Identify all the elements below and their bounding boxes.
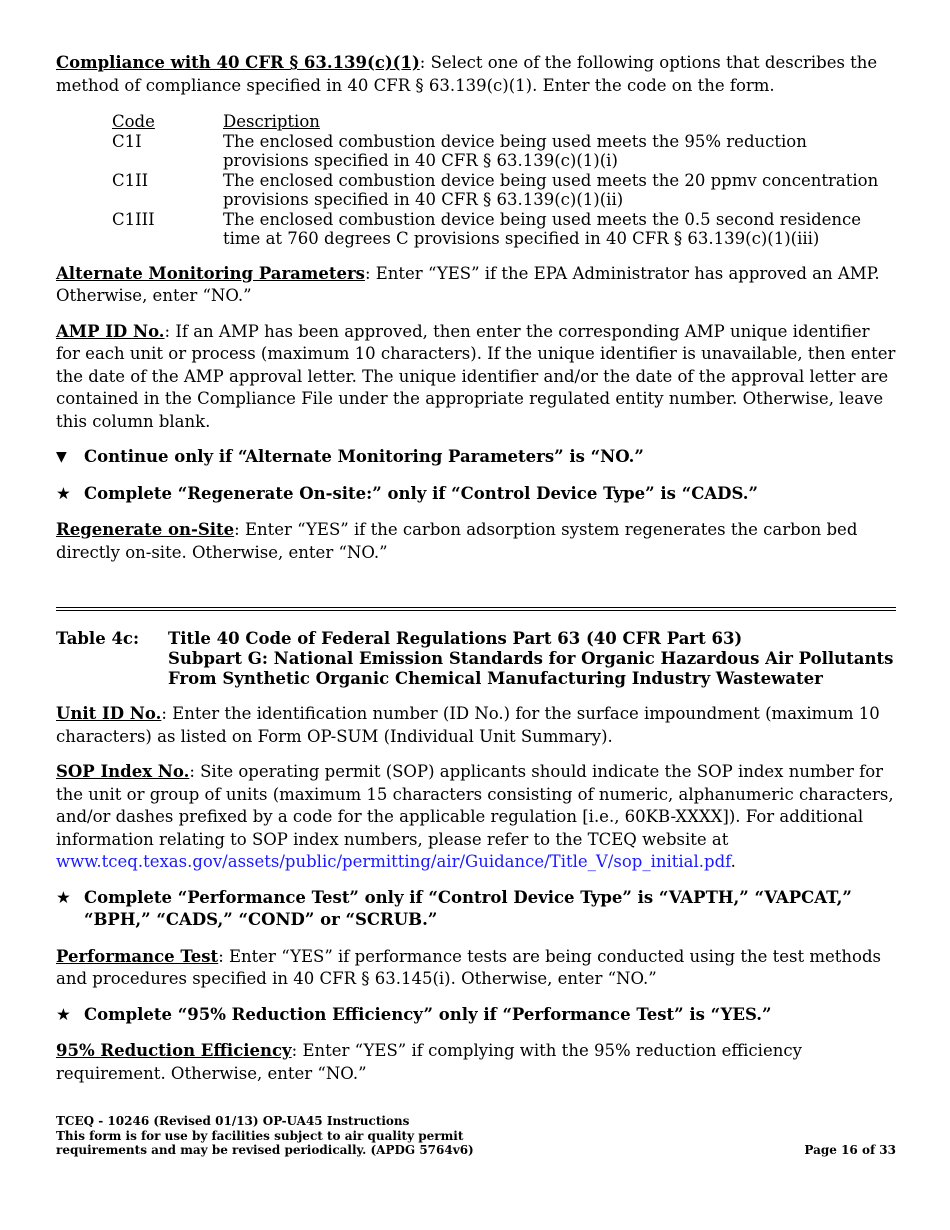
description-cell: The enclosed combustion device being used meets the 0.5 second residence time at 760 degrees C provisions specified in 40 CFR § 63.139(c)(1)(iii) <box>223 209 862 248</box>
note-reduction <box>56 1004 896 1027</box>
table-4c-title <box>168 629 893 689</box>
star-icon: ★ <box>56 887 71 907</box>
amp-id-paragraph <box>56 321 896 434</box>
code-cell: C1III <box>112 209 155 229</box>
compliance-term: Compliance with 40 CFR § 63.139(c)(1) <box>56 53 420 72</box>
note-reduction-text: Complete “95% Reduction Efficiency” only if “Performance Test” is “YES.” <box>84 1004 772 1024</box>
regenerate-text: : Enter “YES” if the carbon adsorption system regenerates the carbon bed directly on-site. Otherwise, enter “NO.” <box>56 520 858 562</box>
table-4c-title-line: Subpart G: National Emission Standards for Organic Hazardous Air Pollutants <box>168 649 894 668</box>
note-regenerate <box>56 483 896 506</box>
reduction-text: : Enter “YES” if complying with the 95% reduction efficiency requirement. Otherwise, enter “NO.” <box>56 1041 802 1083</box>
code-header: Code <box>112 112 155 131</box>
compliance-code-table <box>112 112 896 249</box>
sop-guidance-link[interactable]: www.tceq.texas.gov/assets/public/permitting/air/Guidance/Title_V/sop_initial.pdf <box>56 852 731 871</box>
compliance-text: : Select one of the following options that describes the method of compliance specified in 40 CFR § 63.139(c)(1). Enter the code on the form. <box>56 53 878 95</box>
amp-id-text: : If an AMP has been approved, then enter the corresponding AMP unique identifier for each unit or process (maximum 10 characters). If the unique identifier is unavailable, then enter the date of the AMP approval letter. The unique identifier and/or the date of the approval letter are contained in the Compliance File under the appropriate regulated entity number. Otherwise, leave this column blank. <box>56 321 896 431</box>
reduction-paragraph <box>56 1040 896 1085</box>
note-performance <box>56 887 896 932</box>
star-icon: ★ <box>56 1004 71 1024</box>
amp-id-term: AMP ID No. <box>56 321 165 341</box>
document-page <box>56 52 896 1098</box>
code-cell: C1II <box>112 170 149 190</box>
unit-id-term: Unit ID No. <box>56 704 162 723</box>
table-row <box>112 210 896 249</box>
amp-text: : Enter “YES” if the EPA Administrator has approved an AMP. Otherwise, enter “NO.” <box>56 263 880 305</box>
performance-paragraph <box>56 946 896 991</box>
regenerate-paragraph <box>56 519 896 564</box>
table-row <box>112 171 896 210</box>
sop-index-text: : Site operating permit (SOP) applicants should indicate the SOP index number for the unit or group of units (maximum 15 characters consisting of numeric, alphanumeric characters, and/or dashes prefixed by a code for the applicable regulation [i.e., 60KB-XXXX]). For additional information relating to SOP index numbers, please refer to the TCEQ website at <box>56 762 894 849</box>
footer-line: This form is for use by facilities subject to air quality permit <box>56 1128 464 1143</box>
code-cell: C1I <box>112 131 142 151</box>
table-4c-heading <box>56 629 896 689</box>
page-number: Page 16 of 33 <box>804 1143 896 1157</box>
table-row <box>112 132 896 171</box>
compliance-paragraph <box>56 52 896 97</box>
amp-term: Alternate Monitoring Parameters <box>56 263 365 283</box>
unit-id-text: : Enter the identification number (ID No.) for the surface impoundment (maximum 10 characters) as listed on Form OP-SUM (Individual Unit Summary). <box>56 704 880 746</box>
description-cell: The enclosed combustion device being used meets the 95% reduction provisions specified in 40 CFR § 63.139(c)(1)(i) <box>223 131 807 170</box>
footer-line: requirements and may be revised periodically. (APDG 5764v6) <box>56 1143 474 1157</box>
sop-index-after: . <box>730 852 736 871</box>
table-4c-label: Table 4c: <box>56 629 140 648</box>
section-spacer <box>56 577 896 607</box>
performance-term: Performance Test <box>56 946 219 966</box>
note-regenerate-text: Complete “Regenerate On-site:” only if “Control Device Type” is “CADS.” <box>84 483 759 503</box>
triangle-down-icon: ▼ <box>56 449 67 465</box>
footer-line: TCEQ - 10246 (Revised 01/13) OP-UA45 Instructions <box>56 1114 410 1128</box>
section-divider <box>56 607 896 611</box>
sop-index-term: SOP Index No. <box>56 762 190 781</box>
table-header-row <box>112 112 896 132</box>
footer-form-info <box>56 1114 474 1158</box>
star-icon: ★ <box>56 483 71 503</box>
note-continue-text: Continue only if “Alternate Monitoring Parameters” is “NO.” <box>84 447 644 466</box>
sop-index-paragraph <box>56 761 896 874</box>
reduction-term: 95% Reduction Efficiency <box>56 1041 292 1060</box>
description-header: Description <box>223 112 320 131</box>
amp-paragraph <box>56 263 896 308</box>
performance-text: : Enter “YES” if performance tests are being conducted using the test methods and procedures specified in 40 CFR § 63.145(i). Otherwise, enter “NO.” <box>56 946 881 988</box>
table-4c-title-line: Title 40 Code of Federal Regulations Part 63 (40 CFR Part 63) <box>168 629 743 648</box>
description-cell: The enclosed combustion device being used meets the 20 ppmv concentration provisions specified in 40 CFR § 63.139(c)(1)(ii) <box>223 170 879 209</box>
note-performance-text: Complete “Performance Test” only if “Control Device Type” is “VAPTH,” “VAPCAT,” “BPH,” “CADS,” “COND” or “SCRUB.” <box>84 887 852 929</box>
page-footer <box>56 1114 896 1158</box>
table-4c-title-line: From Synthetic Organic Chemical Manufacturing Industry Wastewater <box>168 669 823 688</box>
unit-id-paragraph <box>56 703 896 748</box>
regenerate-term: Regenerate on-Site <box>56 520 235 539</box>
note-continue <box>56 446 896 469</box>
